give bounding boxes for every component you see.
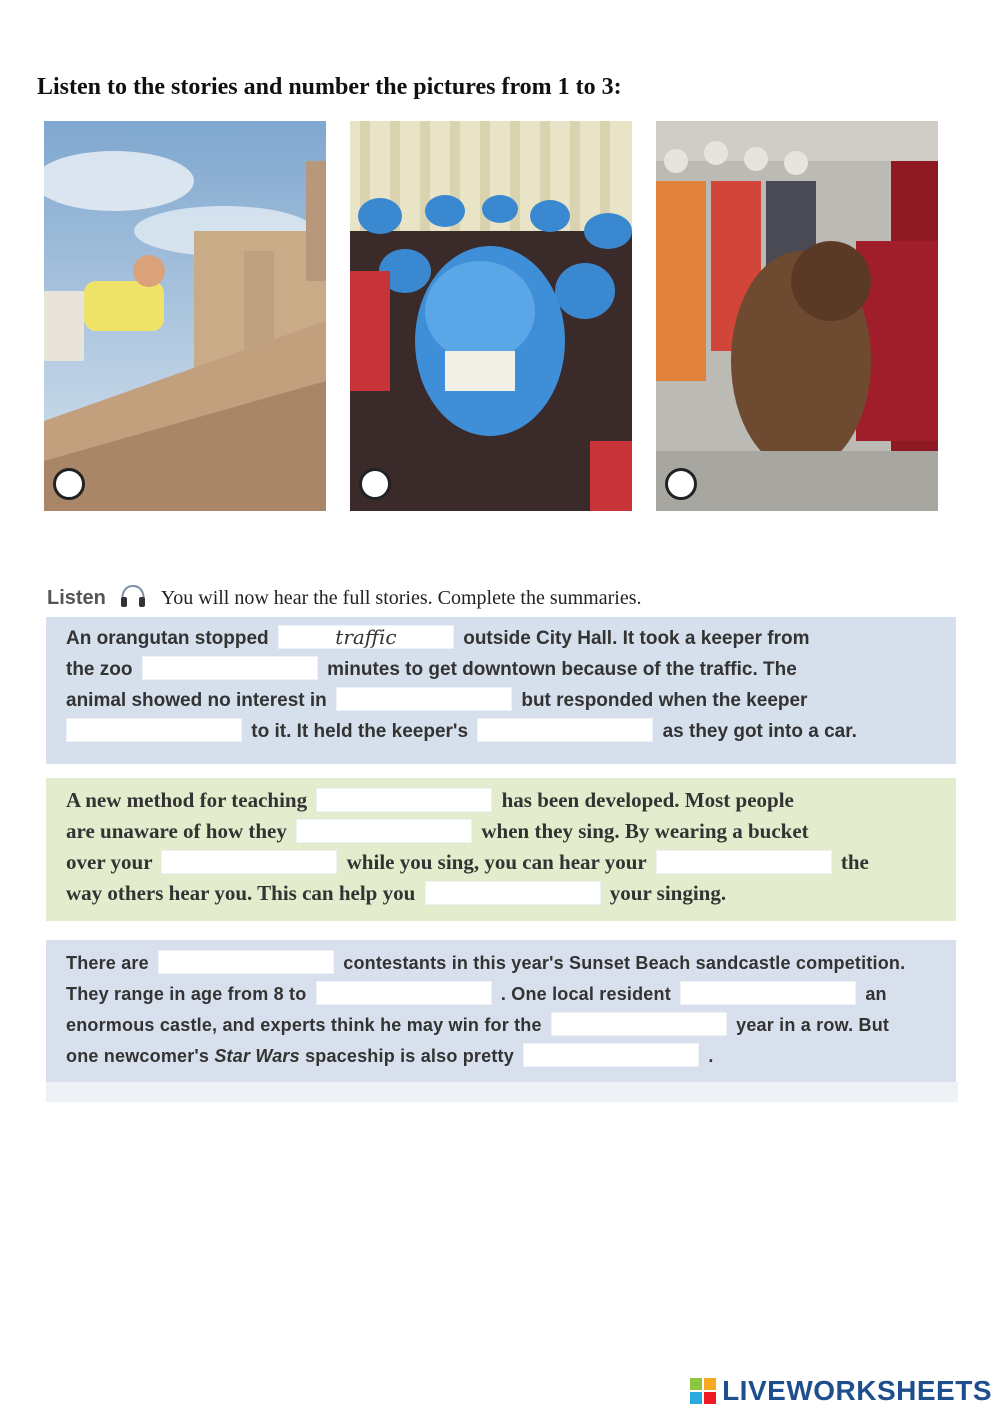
summary2-gap4[interactable] (656, 850, 832, 874)
listen-label: Listen (47, 587, 106, 609)
summary1-text: An orangutan stopped (66, 628, 269, 649)
summary2-text: has been developed. Most people (501, 788, 794, 812)
summary2-line2 (66, 816, 809, 847)
summary3-text: year in a row. But (736, 1015, 890, 1035)
summary1-gap2[interactable] (142, 656, 318, 680)
summary2-line1 (66, 785, 794, 816)
summary2-gap3[interactable] (161, 850, 337, 874)
summary3-text: contestants in this year's Sunset Beach sandcastle competition. (343, 953, 906, 973)
headphones-icon (118, 582, 148, 608)
summary1-text: outside City Hall. It took a keeper from (463, 628, 810, 649)
summary2-text: the (840, 850, 869, 874)
buckets-image (350, 121, 632, 511)
summary3-line2 (66, 979, 887, 1010)
summary2-text: A new method for teaching (66, 788, 308, 812)
summary3-text: . One local resident (500, 984, 671, 1004)
summary1-text: to it. It held the keeper's (251, 721, 469, 742)
summary1-gap1[interactable] (278, 625, 454, 649)
summary2-line3 (66, 847, 869, 878)
summary3-text: . (708, 1046, 714, 1066)
summary3-gap3[interactable] (680, 981, 856, 1005)
number-circle-sandcastle[interactable] (53, 468, 85, 500)
summary1-gap1-answer: traffic (335, 625, 397, 649)
summary3-gap1[interactable] (158, 950, 334, 974)
summary2-line4 (66, 878, 726, 909)
listen-instruction-row (47, 582, 642, 610)
summary3-gap5[interactable] (523, 1043, 699, 1067)
number-circle-orangutan[interactable] (665, 468, 697, 500)
summary1-line1 (66, 623, 810, 654)
summary1-text: minutes to get downtown because of the traffic. The (327, 659, 797, 680)
summary1-line4 (66, 716, 857, 747)
summary1-gap4[interactable] (66, 718, 242, 742)
summary-sandcastle-panel (46, 940, 956, 1082)
picture-buckets (350, 121, 632, 511)
panel-shadow (46, 1082, 958, 1102)
summary2-text: way others hear you. This can help you (66, 881, 416, 905)
summary-orangutan-panel (46, 617, 956, 764)
number-circle-buckets[interactable] (359, 468, 391, 500)
summary3-text: one newcomer's (66, 1046, 210, 1066)
liveworksheets-logo-icon (690, 1378, 716, 1404)
listen-instruction-text: You will now hear the full stories. Complete the summaries. (160, 587, 642, 609)
brand-name: LIVEWORKSHEETS (722, 1375, 992, 1406)
summary1-line3 (66, 685, 807, 716)
summary3-text-italic: Star Wars (214, 1046, 300, 1066)
sandcastle-image (44, 121, 326, 511)
summary2-text: while you sing, you can hear your (346, 850, 647, 874)
picture-orangutan (656, 121, 938, 511)
summary2-gap2[interactable] (296, 819, 472, 843)
summary3-line4 (66, 1041, 714, 1072)
summary3-text: an (865, 984, 887, 1004)
summary-bucket-panel (46, 778, 956, 921)
liveworksheets-logo (690, 1375, 992, 1411)
orangutan-image (656, 121, 938, 511)
summary3-gap2[interactable] (316, 981, 492, 1005)
summary1-gap3[interactable] (336, 687, 512, 711)
summary1-text: the zoo (66, 659, 133, 680)
summary1-text: animal showed no interest in (66, 690, 327, 711)
summary3-gap4[interactable] (551, 1012, 727, 1036)
summary3-text: enormous castle, and experts think he may win for the (66, 1015, 542, 1035)
summary1-line2 (66, 654, 797, 685)
summary1-text: but responded when the keeper (521, 690, 808, 711)
summary3-line1 (66, 948, 905, 979)
summary2-text: are unaware of how they (66, 819, 287, 843)
summary1-gap5[interactable] (477, 718, 653, 742)
summary3-text: They range in age from 8 to (66, 984, 307, 1004)
summary3-text: spaceship is also pretty (305, 1046, 514, 1066)
picture-sandcastle (44, 121, 326, 511)
summary2-gap1[interactable] (316, 788, 492, 812)
page-title: Listen to the stories and number the pictures from 1 to 3: (37, 74, 622, 100)
summary1-text: as they got into a car. (662, 721, 857, 742)
summary2-text: when they sing. By wearing a bucket (481, 819, 809, 843)
summary3-line3 (66, 1010, 889, 1041)
summary2-gap5[interactable] (425, 881, 601, 905)
summary2-text: over your (66, 850, 153, 874)
summary3-text: There are (66, 953, 149, 973)
summary2-text: your singing. (609, 881, 727, 905)
